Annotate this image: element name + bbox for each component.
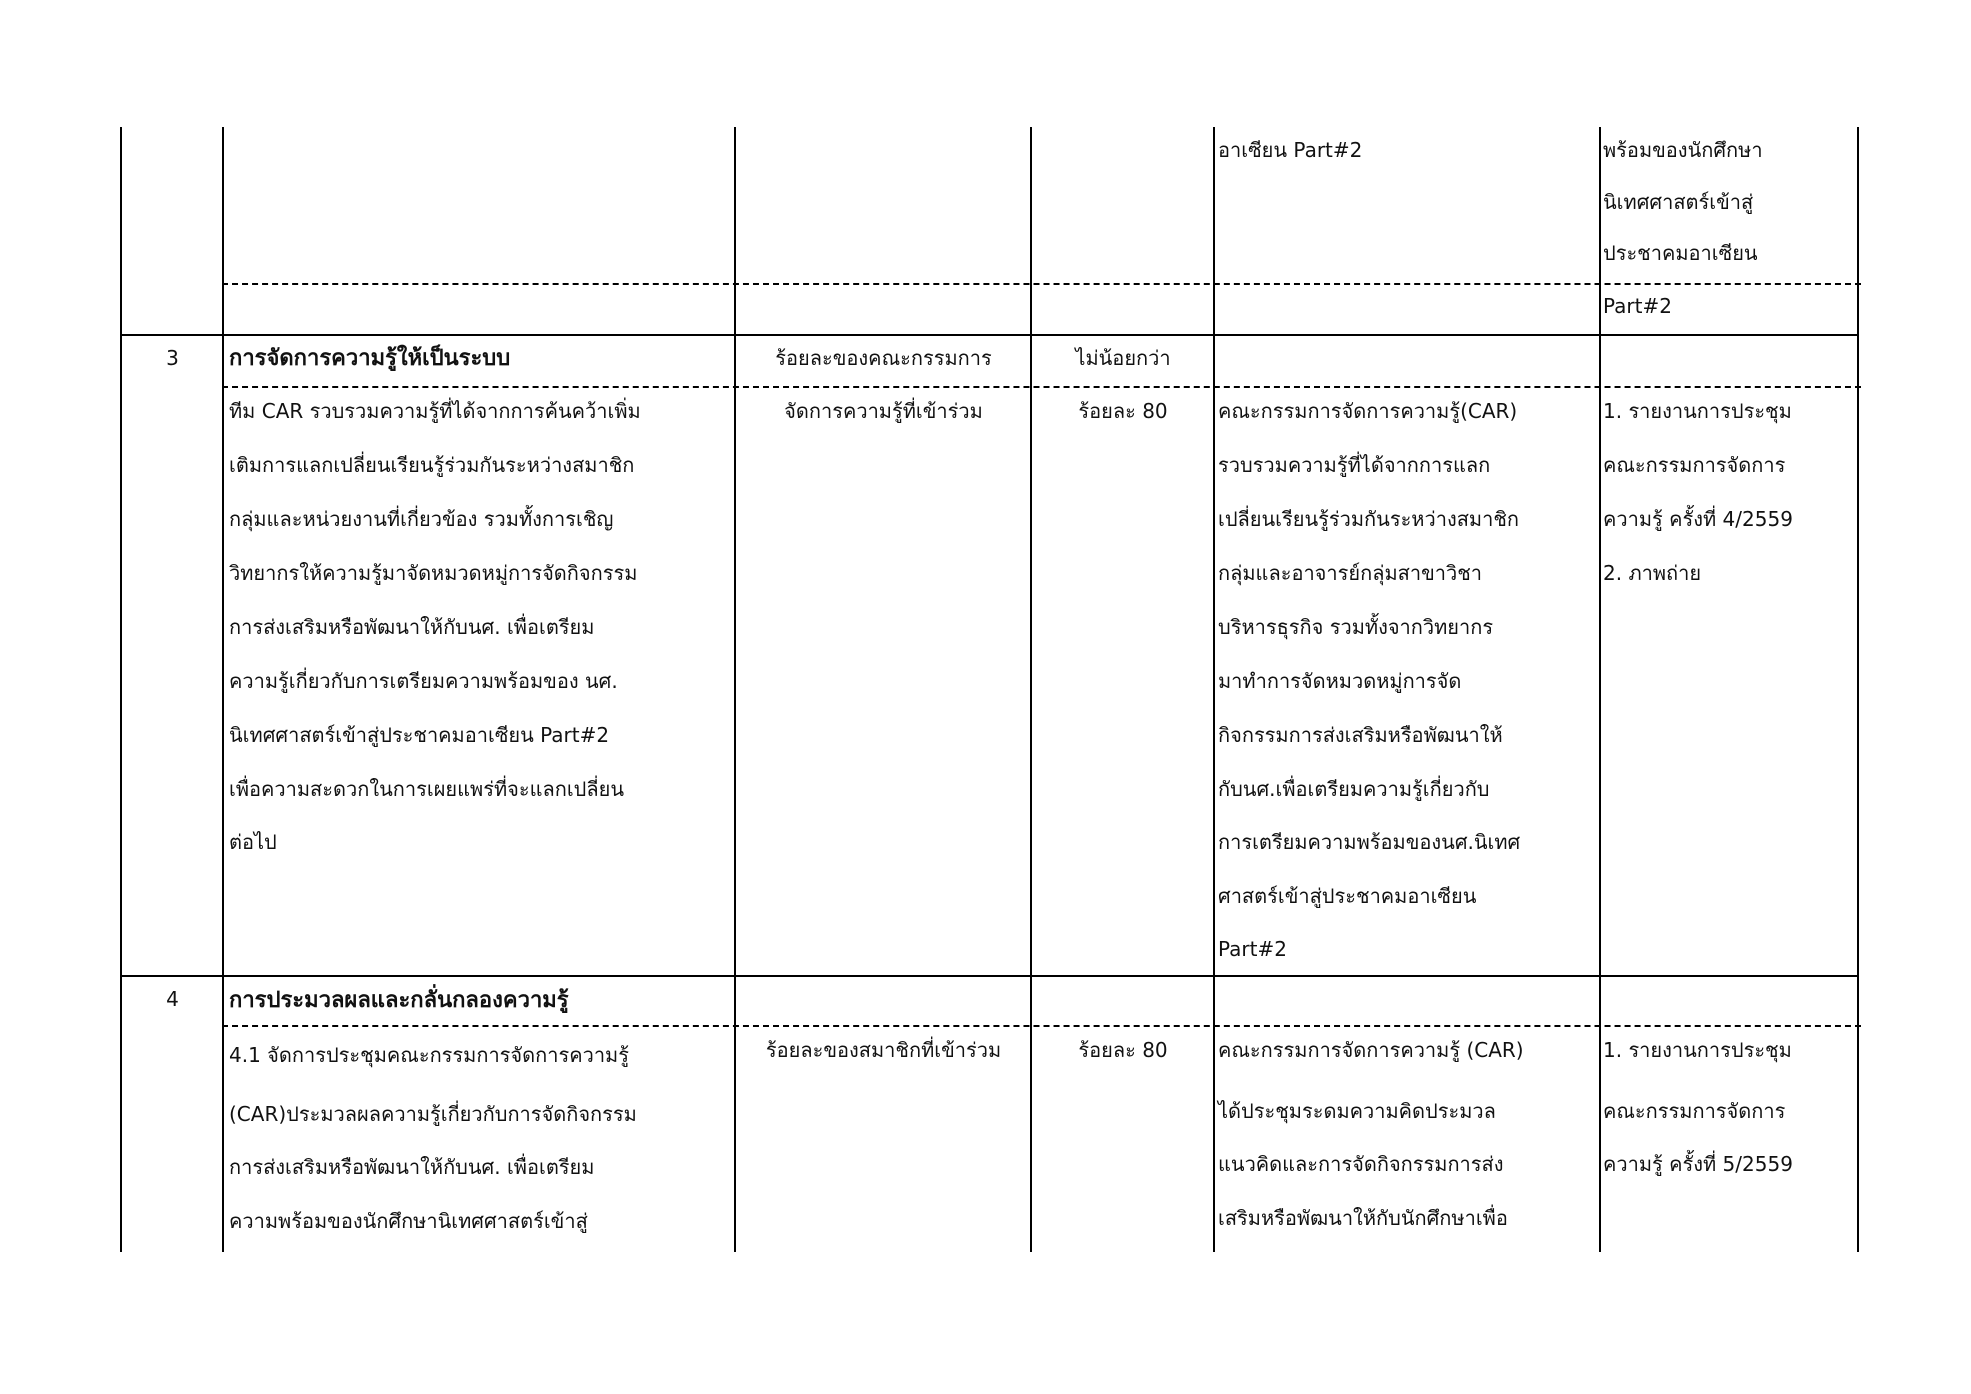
- output-line: มาทำการจัดหมวดหมู่การจัด: [1218, 669, 1462, 693]
- column-divider-evidence: [1599, 127, 1601, 1252]
- column-divider-target: [1030, 127, 1032, 1252]
- row-divider-dashed: [222, 1025, 1861, 1027]
- evidence-line: 2. ภาพถ่าย: [1603, 561, 1702, 585]
- detail-line: การส่งเสริมหรือพัฒนาให้กับนศ. เพื่อเตรียม: [229, 1155, 595, 1179]
- detail-line: ความรู้เกี่ยวกับการเตรียมความพร้อมของ นศ.: [229, 669, 618, 693]
- output-line: กลุ่มและอาจารย์กลุ่มสาขาวิชา: [1218, 561, 1483, 585]
- column-divider-output: [1213, 127, 1215, 1252]
- output-line: ศาสตร์เข้าสู่ประชาคมอาเซียน: [1218, 884, 1477, 908]
- target-line: ร้อยละ 80: [1078, 399, 1168, 423]
- detail-line: ความพร้อมของนักศึกษานิเทศศาสตร์เข้าสู่: [229, 1209, 588, 1233]
- continued-evidence-line: พร้อมของนักศึกษา: [1603, 138, 1763, 162]
- output-line: กิจกรรมการส่งเสริมหรือพัฒนาให้: [1218, 723, 1503, 747]
- table-border-right: [1857, 127, 1859, 1252]
- evidence-line: คณะกรรมการจัดการ: [1603, 1099, 1786, 1123]
- detail-line: การส่งเสริมหรือพัฒนาให้กับนศ. เพื่อเตรียม: [229, 615, 595, 639]
- continued-evidence-line: ประชาคมอาเซียน: [1603, 241, 1758, 265]
- row-divider-dashed: [222, 386, 1861, 388]
- detail-line: 4.1 จัดการประชุมคณะกรรมการจัดการความรู้: [229, 1043, 629, 1067]
- evidence-line: คณะกรรมการจัดการ: [1603, 453, 1786, 477]
- output-line: คณะกรรมการจัดการความรู้(CAR): [1218, 399, 1518, 423]
- output-line: Part#2: [1218, 937, 1287, 961]
- continued-evidence-line: Part#2: [1603, 294, 1672, 318]
- table-border-left: [120, 127, 122, 1252]
- output-line: แนวคิดและการจัดกิจกรรมการส่ง: [1218, 1152, 1504, 1176]
- row-number: 3: [166, 346, 179, 370]
- indicator-line: จัดการความรู้ที่เข้าร่วม: [784, 399, 983, 423]
- detail-line: กลุ่มและหน่วยงานที่เกี่ยวข้อง รวมทั้งการเชิญ: [229, 507, 614, 531]
- column-divider-detail: [222, 127, 224, 1252]
- detail-line: ต่อไป: [229, 830, 277, 854]
- output-line: บริหารธุรกิจ รวมทั้งจากวิทยากร: [1218, 615, 1494, 639]
- output-line: รวบรวมความรู้ที่ได้จากการแลก: [1218, 453, 1491, 477]
- row-heading: การประมวลผลและกลั่นกลองความรู้: [229, 988, 569, 1013]
- detail-line: นิเทศศาสตร์เข้าสู่ประชาคมอาเซียน Part#2: [229, 723, 610, 747]
- row-heading: การจัดการความรู้ให้เป็นระบบ: [229, 346, 511, 371]
- row-divider-dashed: [222, 283, 1861, 285]
- row-divider-solid: [120, 334, 1859, 336]
- output-line: กับนศ.เพื่อเตรียมความรู้เกี่ยวกับ: [1218, 777, 1490, 801]
- row-number: 4: [166, 987, 179, 1011]
- column-divider-indicator: [734, 127, 736, 1252]
- evidence-line: ความรู้ ครั้งที่ 5/2559: [1603, 1152, 1793, 1176]
- output-line: ได้ประชุมระดมความคิดประมวล: [1218, 1099, 1496, 1123]
- output-line: เสริมหรือพัฒนาให้กับนักศึกษาเพื่อ: [1218, 1206, 1508, 1230]
- output-line: คณะกรรมการจัดการความรู้ (CAR): [1218, 1038, 1524, 1062]
- detail-line: ทีม CAR รวบรวมความรู้ที่ได้จากการค้นคว้าเพิ่ม: [229, 399, 641, 423]
- detail-line: เติมการแลกเปลี่ยนเรียนรู้ร่วมกันระหว่างสมาชิก: [229, 453, 635, 477]
- evidence-line: 1. รายงานการประชุม: [1603, 1038, 1792, 1062]
- indicator-line: ร้อยละของคณะกรรมการ: [775, 346, 992, 370]
- output-line: เปลี่ยนเรียนรู้ร่วมกันระหว่างสมาชิก: [1218, 507, 1520, 531]
- detail-line: เพื่อความสะดวกในการเผยแพร่ที่จะแลกเปลี่ยน: [229, 777, 625, 801]
- continued-evidence-line: นิเทศศาสตร์เข้าสู่: [1603, 190, 1754, 214]
- continued-output-line: อาเซียน Part#2: [1218, 138, 1363, 162]
- indicator-line: ร้อยละของสมาชิกที่เข้าร่วม: [765, 1038, 1002, 1062]
- evidence-line: ความรู้ ครั้งที่ 4/2559: [1603, 507, 1793, 531]
- evidence-line: 1. รายงานการประชุม: [1603, 399, 1792, 423]
- row-divider-solid: [120, 975, 1859, 977]
- detail-line: วิทยากรให้ความรู้มาจัดหมวดหมู่การจัดกิจกรรม: [229, 561, 638, 585]
- output-line: การเตรียมความพร้อมของนศ.นิเทศ: [1218, 830, 1521, 854]
- target-line: ไม่น้อยกว่า: [1075, 346, 1171, 370]
- target-line: ร้อยละ 80: [1078, 1038, 1168, 1062]
- detail-line: (CAR)ประมวลผลความรู้เกี่ยวกับการจัดกิจกรรม: [229, 1102, 637, 1126]
